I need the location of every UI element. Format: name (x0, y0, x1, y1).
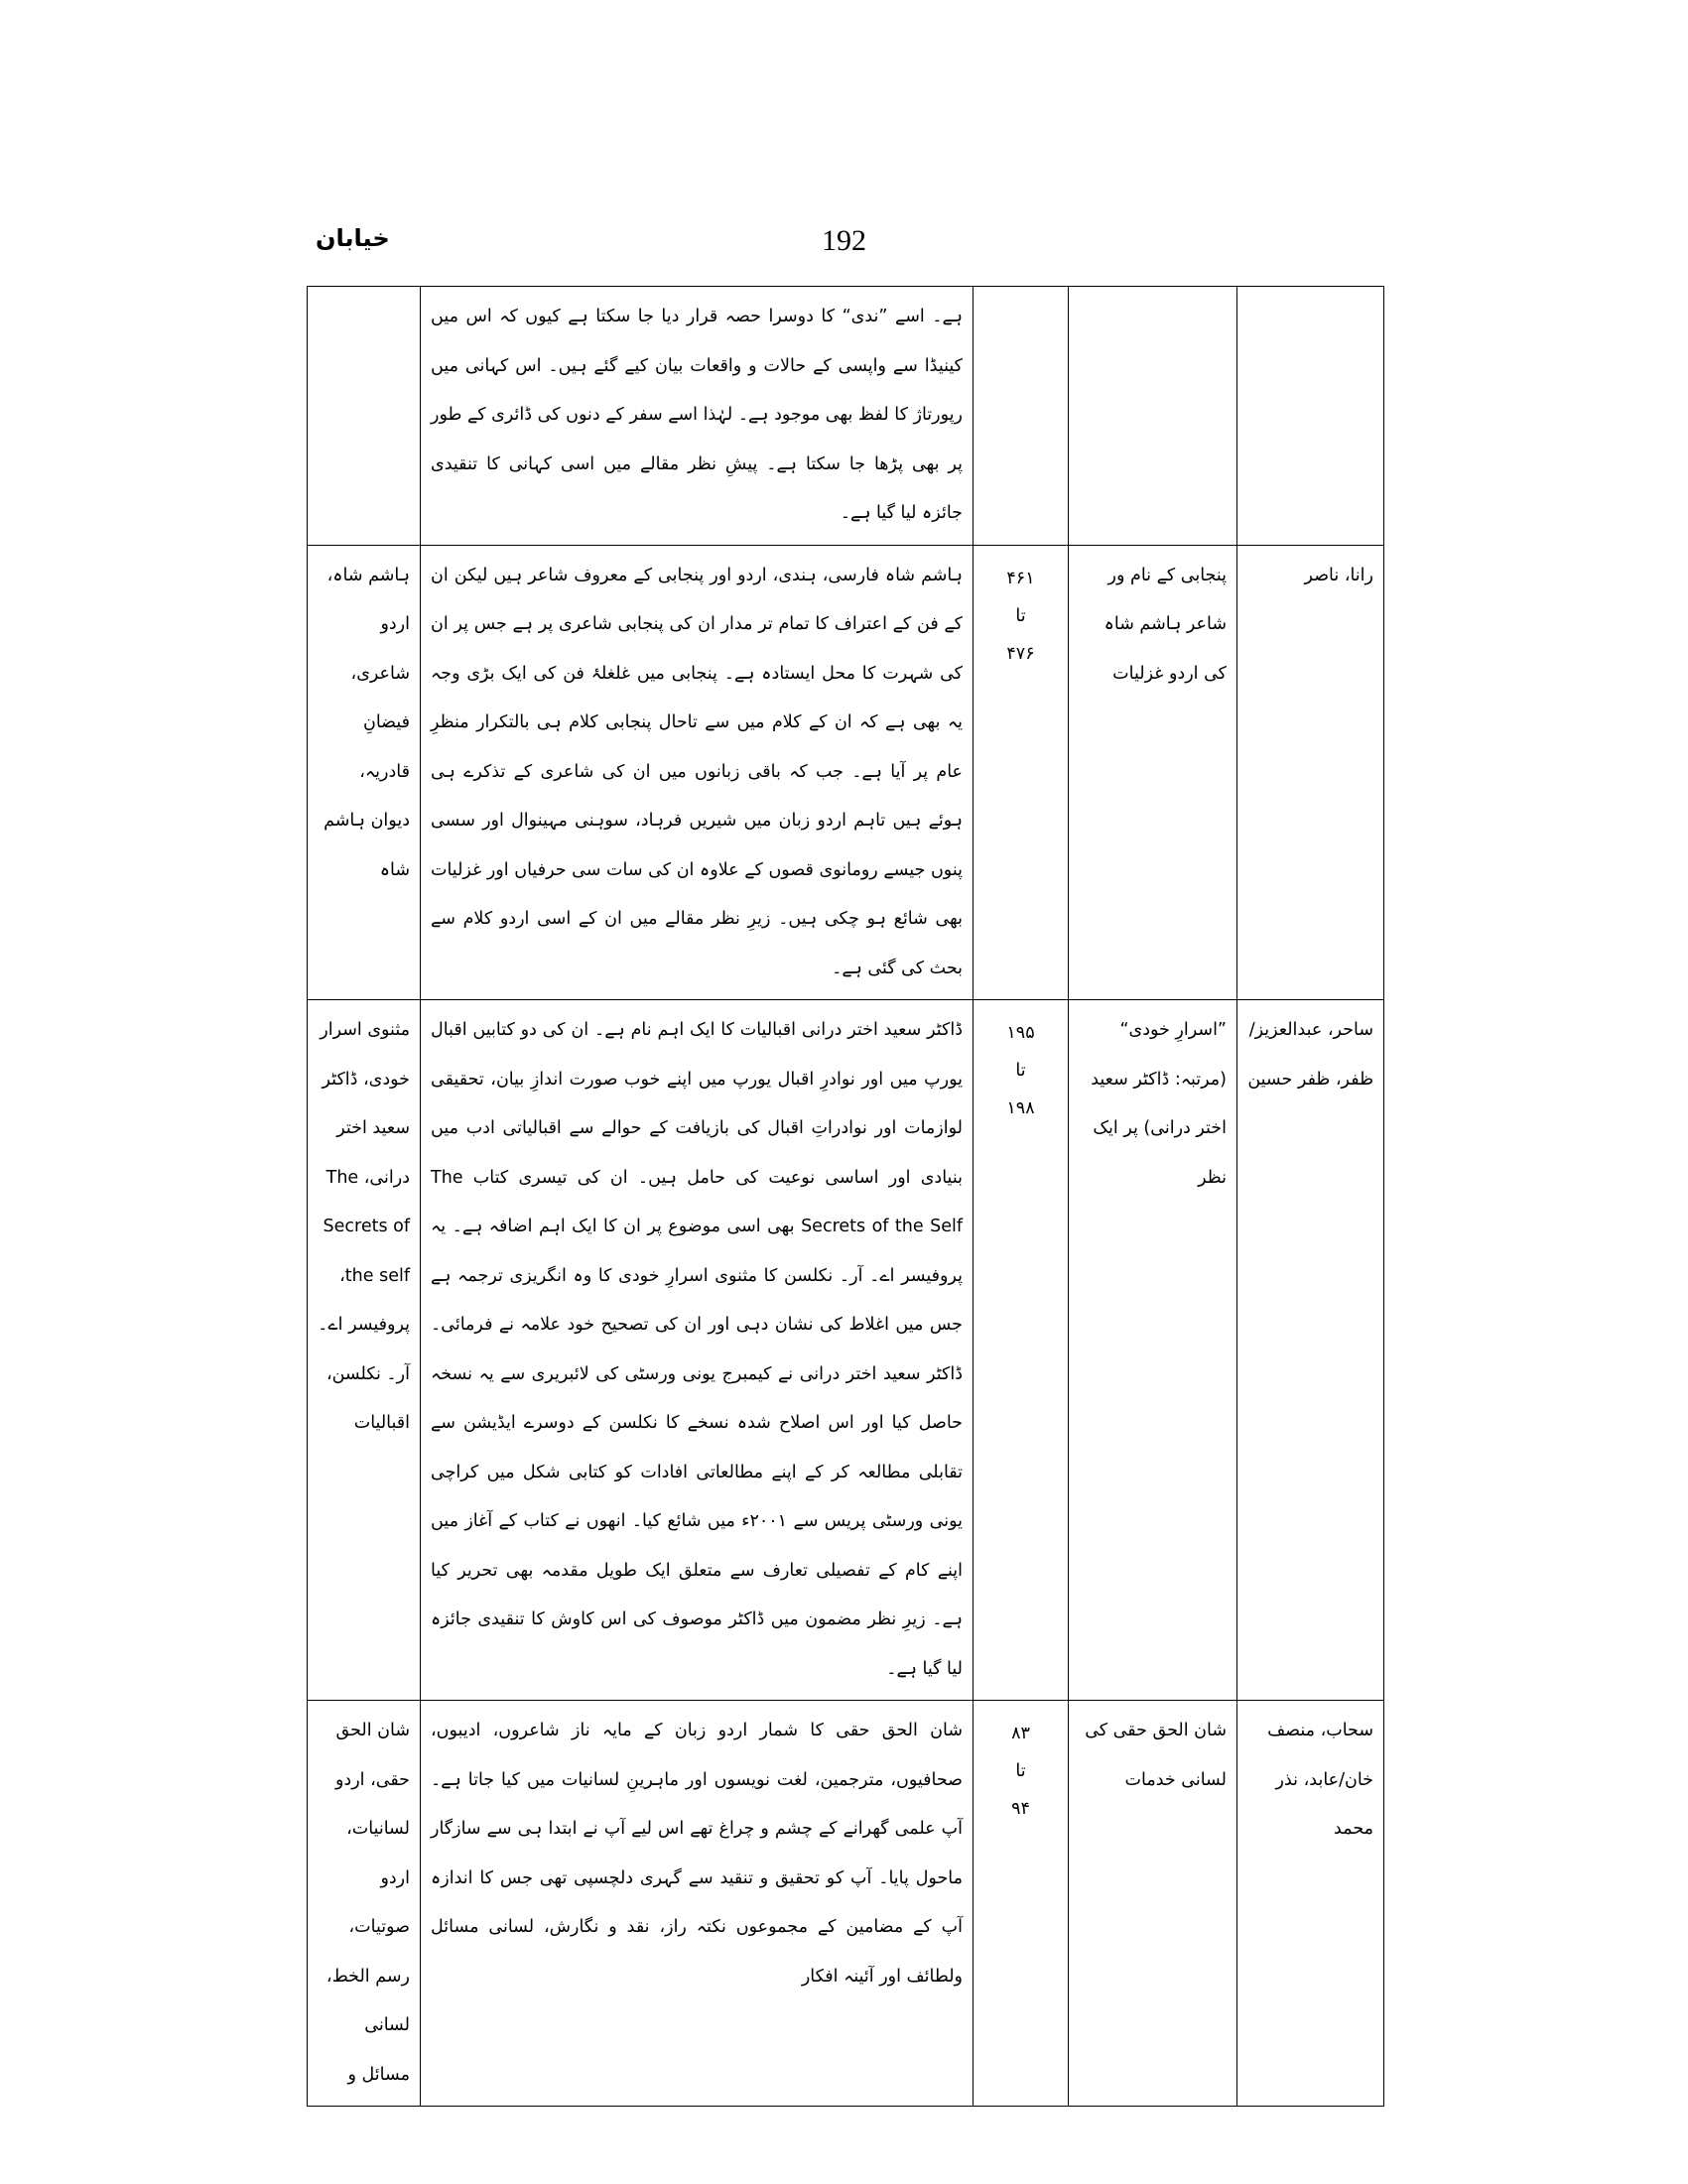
summary-cell: ہاشم شاہ فارسی، ہندی، اردو اور پنجابی کے معروف شاعر ہیں لیکن ان کے فن کے اعتراف کا تمام تر مدار ان کی پنجابی شاعری پر ہے جس پر ان کی شہرت کا محل ایستادہ ہے۔ پنجابی میں غلغلۂ فن کی ایک بڑی وجہ یہ بھی ہے کہ ان کے کلام میں سے تاحال پنجابی کلام ہی بالتکرار منظرِ عام پر آیا ہے۔ جب کہ باقی زبانوں میں ان کی شاعری کے تذکرے ہی ہوئے ہیں تاہم اردو زبان میں شیریں فرہاد، سوہنی مہینوال اور سسی پنوں جیسے رومانوی قصوں کے علاوہ ان کی سات سی حرفیاں اور غزلیات بھی شائع ہو چکی ہیں۔ زیرِ نظر مقالے میں ان کے اسی اردو کلام سے بحث کی گئی ہے۔ (421, 545, 974, 1000)
summary-cell: ڈاکٹر سعید اختر درانی اقبالیات کا ایک اہم نام ہے۔ ان کی دو کتابیں اقبال یورپ میں اور نوادرِ اقبال یورپ میں اپنے خوب صورت اندازِ بیان، تحقیقی لوازمات اور نوادراتِ اقبال کی بازیافت کے حوالے سے اقبالیاتی ادب میں بنیادی اور اساسی نوعیت کی حامل ہیں۔ ان کی تیسری کتاب The Secrets of the Self بھی اسی موضوع پر ان کا ایک اہم اضافہ ہے۔ یہ پروفیسر اے۔ آر۔ نکلسن کا مثنوی اسرارِ خودی کا وہ انگریزی ترجمہ ہے جس میں اغلاط کی نشان دہی اور ان کی تصحیح خود علامہ نے فرمائی۔ ڈاکٹر سعید اختر درانی نے کیمبرج یونی ورسٹی کی لائبریری سے یہ نسخہ حاصل کیا اور اس اصلاح شدہ نسخے کا نکلسن کے دوسرے ایڈیشن سے تقابلی مطالعہ کر کے اپنے مطالعاتی افادات کو کتابی شکل میں کراچی یونی ورسٹی پریس سے ۲۰۰۱ء میں شائع کیا۔ انھوں نے کتاب کے آغاز میں اپنے کام کے تفصیلی تعارف سے متعلق ایک طویل مقدمہ بھی تحریر کیا ہے۔ زیرِ نظر مضمون میں ڈاکٹر موصوف کی اس کاوش کا تنقیدی جائزہ لیا گیا ہے۔ (421, 1000, 974, 1701)
title-cell: شان الحق حقی کی لسانی خدمات (1069, 1701, 1237, 2107)
article-index-table (307, 286, 1384, 2107)
keywords-cell: شان الحق حقی، اردو لسانیات، اردو صوتیات، رسم الخط، لسانی مسائل و (308, 1701, 421, 2107)
pages-cell (974, 1701, 1069, 2107)
title-cell: ”اسرارِ خودی“ (مرتبہ: ڈاکٹر سعید اختر درانی) پر ایک نظر (1069, 1000, 1237, 1701)
page-start: ۴۶۱ (1006, 568, 1035, 588)
keywords-cell: ہاشم شاہ، اردو شاعری، فیضانِ قادریہ، دیوان ہاشم شاہ (308, 545, 421, 1000)
page-start: ۸۳ (1011, 1724, 1030, 1743)
page-range-word: تا (1015, 1761, 1026, 1781)
table-row (308, 1701, 1384, 2107)
summary-cell: ہے۔ اسے ”ندی“ کا دوسرا حصہ قرار دیا جا سکتا ہے کیوں کہ اس میں کینیڈا سے واپسی کے حالات و واقعات بیان کیے گئے ہیں۔ اس کہانی میں رپورتاژ کا لفظ بھی موجود ہے۔ لہٰذا اسے سفر کے دنوں کی ڈائری کے طور پر بھی پڑھا جا سکتا ہے۔ پیشِ نظر مقالے میں اسی کہانی کا تنقیدی جائزہ لیا گیا ہے۔ (421, 287, 974, 546)
title-cell (1069, 287, 1237, 546)
title-cell: پنجابی کے نام ور شاعر ہاشم شاہ کی اردو غزلیات (1069, 545, 1237, 1000)
pages-cell (974, 1000, 1069, 1701)
authors-cell: رانا، ناصر (1237, 545, 1384, 1000)
page-start: ۱۹۵ (1006, 1023, 1035, 1043)
authors-cell: سحاب، منصف خان/عابد، نذر محمد (1237, 1701, 1384, 2107)
page-range-word: تا (1015, 1061, 1026, 1081)
summary-cell: شان الحق حقی کا شمار اردو زبان کے مایہ ناز شاعروں، ادیبوں، صحافیوں، مترجمین، لغت نویسوں اور ماہرینِ لسانیات میں کیا جاتا ہے۔ آپ علمی گھرانے کے چشم و چراغ تھے اس لیے آپ نے ابتدا ہی سے سازگار ماحول پایا۔ آپ کو تحقیق و تنقید سے گہری دلچسپی تھی جس کا اندازہ آپ کے مضامین کے مجموعوں نکتہ راز، نقد و نگارش، لسانی مسائل ولطائف اور آئینہ افکار (421, 1701, 974, 2107)
journal-title: خیابان (316, 224, 390, 252)
page-end: ۱۹۸ (1006, 1098, 1035, 1118)
authors-cell (1237, 287, 1384, 546)
table-row (308, 287, 1384, 546)
pages-cell (974, 287, 1069, 546)
authors-cell: ساحر، عبدالعزیز/ظفر، ظفر حسین (1237, 1000, 1384, 1701)
page-end: ۹۴ (1011, 1799, 1030, 1819)
keywords-cell (308, 287, 421, 546)
page-number: 192 (822, 224, 866, 257)
table-row (308, 545, 1384, 1000)
table-row (308, 1000, 1384, 1701)
page-range-word: تا (1015, 605, 1026, 626)
keywords-cell: مثنوی اسرار خودی، ڈاکٹر سعید اختر درانی، The Secrets of the self، پروفیسر اے۔ آر۔ نکلسن، اقبالیات (308, 1000, 421, 1701)
pages-cell (974, 545, 1069, 1000)
page-end: ۴۷۶ (1006, 643, 1035, 664)
